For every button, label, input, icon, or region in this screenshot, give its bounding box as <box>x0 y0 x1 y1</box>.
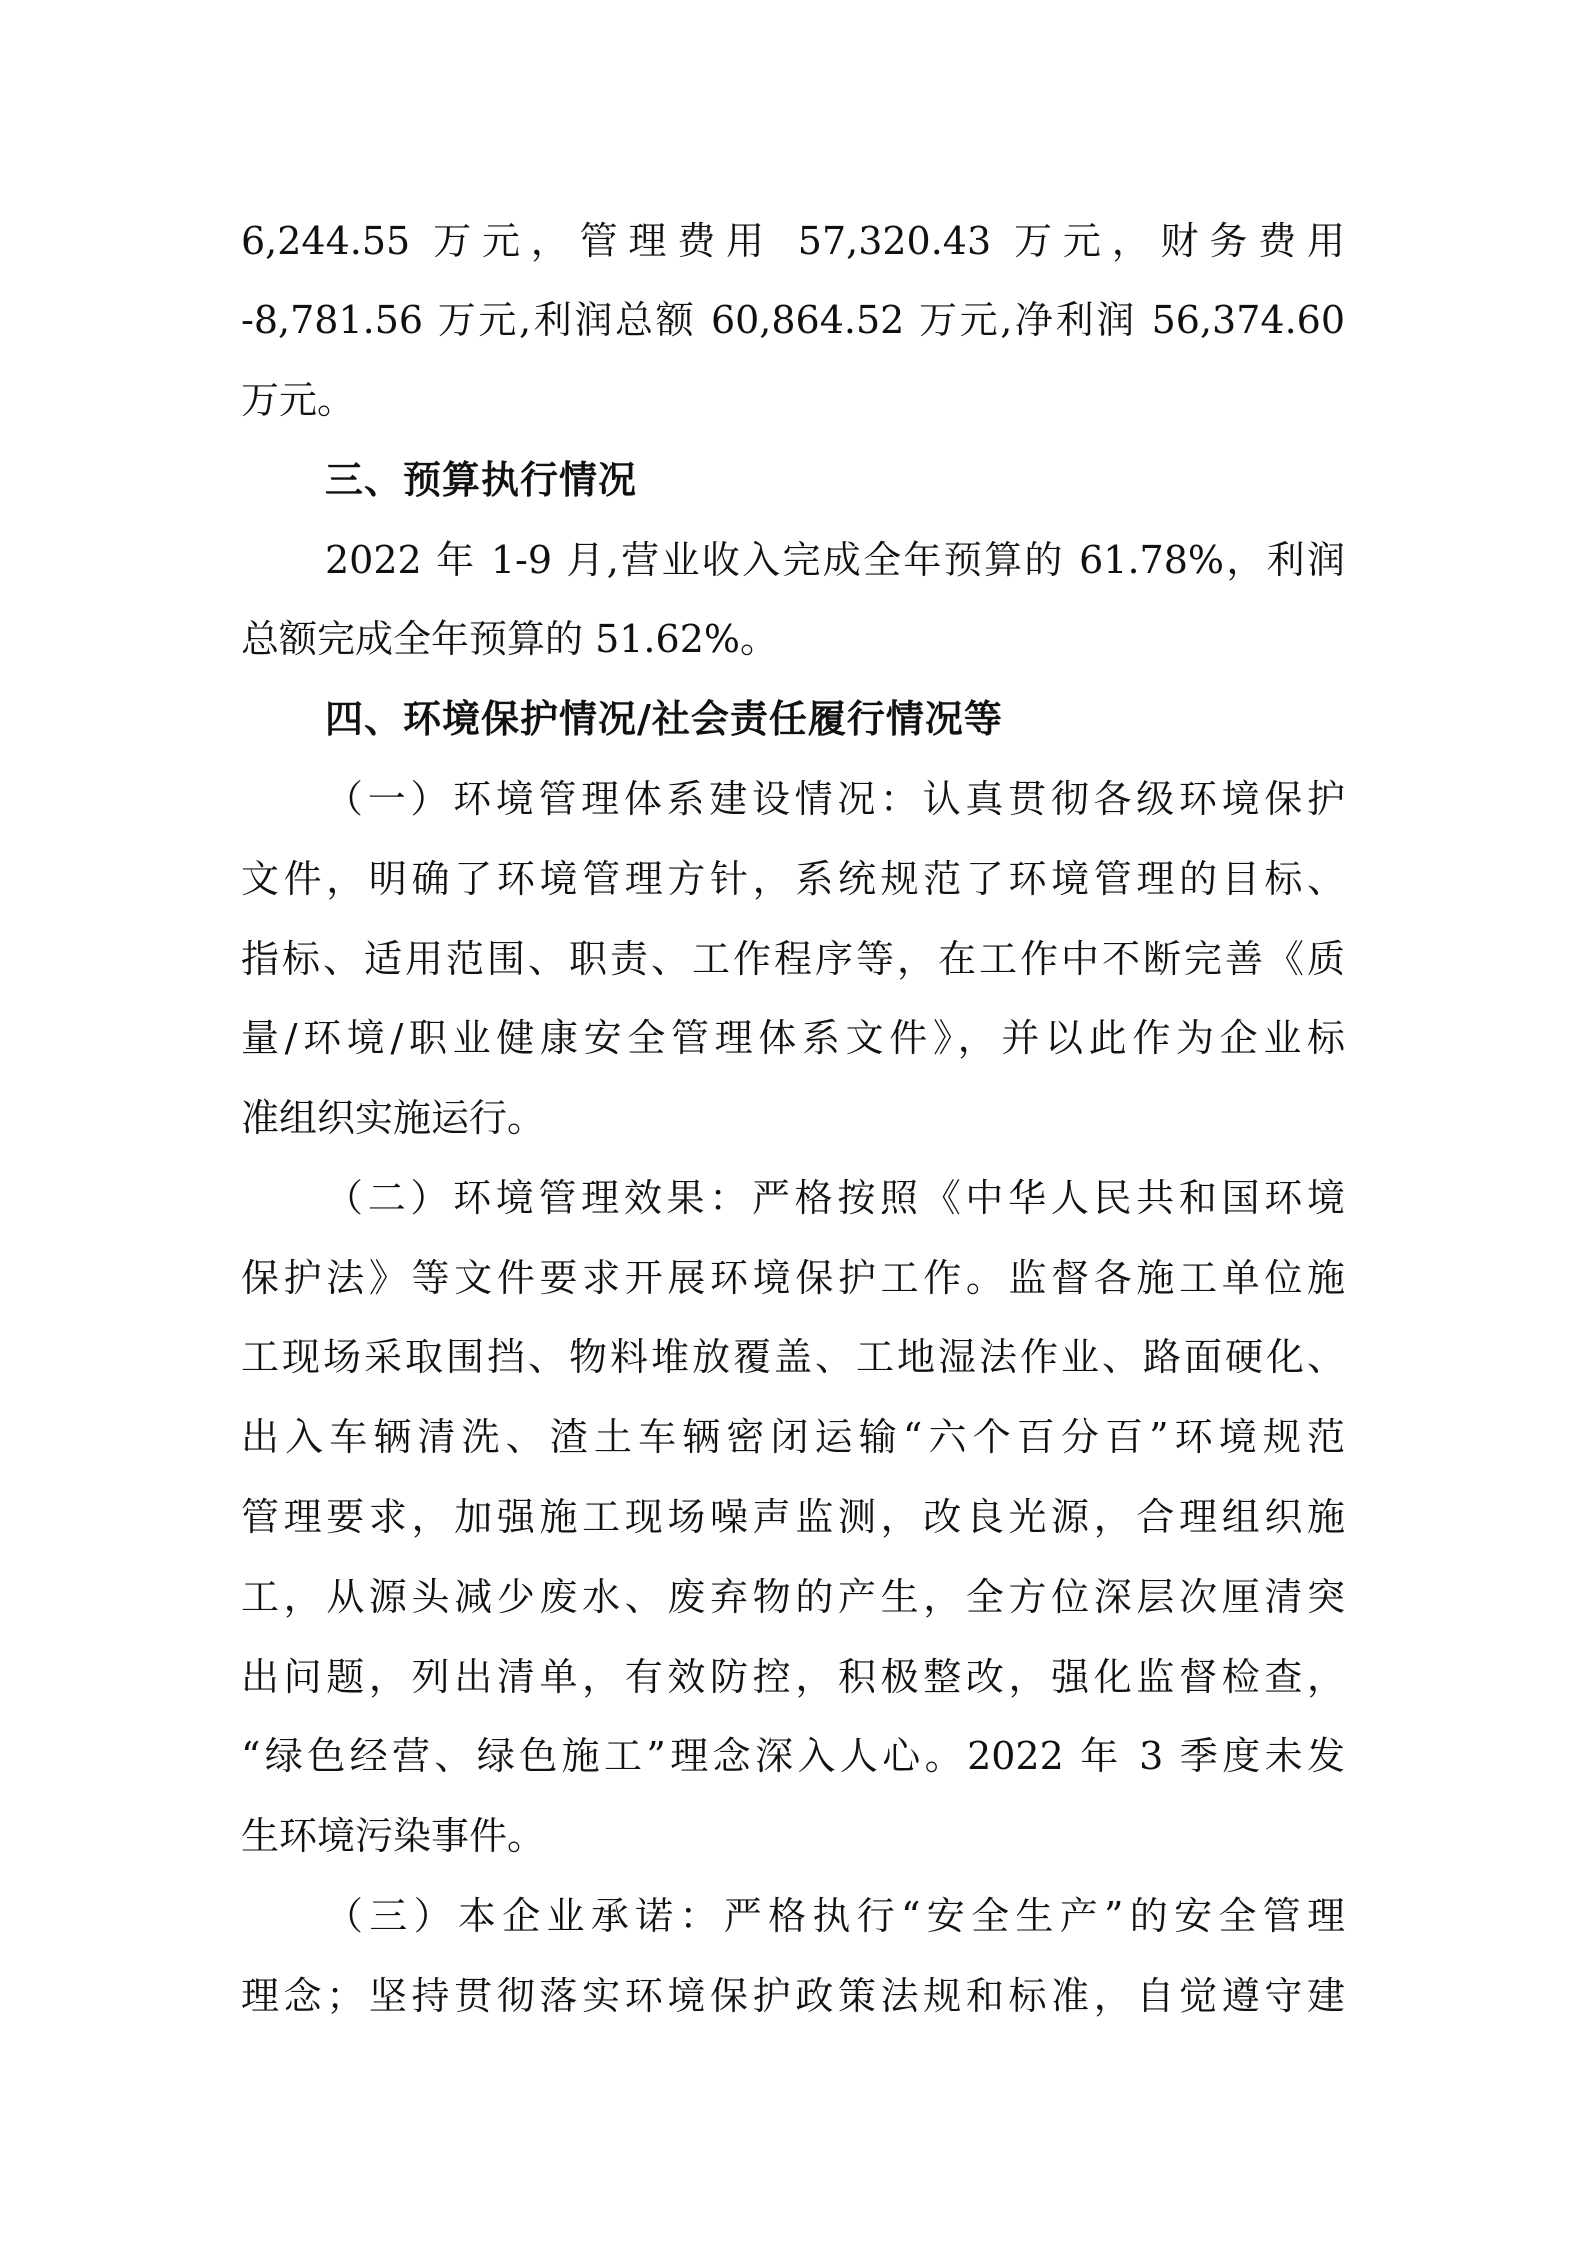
body-text-line: 量/环境/职业健康安全管理体系文件》，并以此作为企业标 <box>241 1016 1345 1060</box>
body-text-line: 文件，明确了环境管理方针，系统规范了环境管理的目标、 <box>241 857 1345 901</box>
body-text-line: 工，从源头减少废水、废弃物的产生，全方位深层次厘清突 <box>241 1575 1345 1619</box>
paragraph-first-line: （二）环境管理效果：严格按照《中华人民共和国环境 <box>325 1176 1345 1220</box>
body-text-line: -8,781.56 万元,利润总额 60,864.52 万元,净利润 56,374.60 <box>241 298 1345 342</box>
body-text-line: 出入车辆清洗、渣土车辆密闭运输“六个百分百”环境规范 <box>241 1415 1345 1459</box>
body-text-line: 工现场采取围挡、物料堆放覆盖、工地湿法作业、路面硬化、 <box>241 1335 1345 1379</box>
body-text-line: 理念；坚持贯彻落实环境保护政策法规和标准，自觉遵守建 <box>241 1974 1345 2018</box>
body-text-line: 6,244.55 万元，管理费用 57,320.43 万元，财务费用 <box>241 219 1345 263</box>
paragraph-first-line: （三）本企业承诺：严格执行“安全生产”的安全管理 <box>325 1894 1345 1938</box>
body-text-line: 总额完成全年预算的 51.62%。 <box>241 617 778 661</box>
section-heading-environment: 四、环境保护情况/社会责任履行情况等 <box>325 697 1003 741</box>
body-text-line: 准组织实施运行。 <box>241 1096 546 1140</box>
body-text-line: 指标、适用范围、职责、工作程序等，在工作中不断完善《质 <box>241 937 1345 981</box>
paragraph-first-line: （一）环境管理体系建设情况：认真贯彻各级环境保护 <box>325 777 1345 821</box>
body-text-line: 万元。 <box>241 378 356 422</box>
body-text-line: 保护法》等文件要求开展环境保护工作。监督各施工单位施 <box>241 1256 1345 1300</box>
body-text-line: 生环境污染事件。 <box>241 1814 546 1858</box>
section-heading-budget: 三、预算执行情况 <box>325 458 638 502</box>
body-text-line: “绿色经营、绿色施工”理念深入人心。2022 年 3 季度未发 <box>241 1734 1345 1778</box>
paragraph-first-line: 2022 年 1-9 月,营业收入完成全年预算的 61.78%，利润 <box>325 538 1345 582</box>
body-text-line: 出问题，列出清单，有效防控，积极整改，强化监督检查， <box>241 1655 1345 1699</box>
body-text-line: 管理要求，加强施工现场噪声监测，改良光源，合理组织施 <box>241 1495 1345 1539</box>
